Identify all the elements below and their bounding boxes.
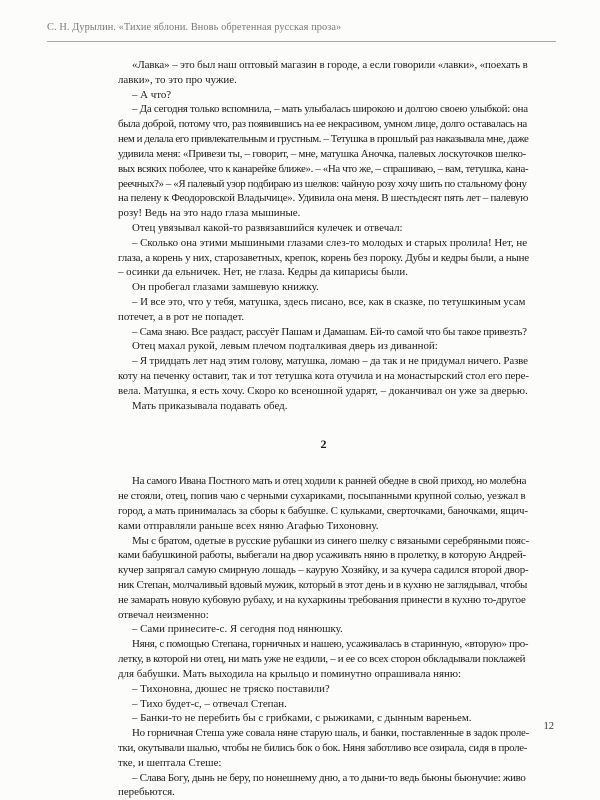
- text-line: ками отправляли раньше всех няню Агафью Тихоновну.: [118, 519, 379, 532]
- text-line: Няня, с помощью Степана, горничных и нашею, усаживалась в старинную, «вторую» про-: [132, 638, 529, 651]
- text-line: – Тихоновна, дюшес не тряско поставили?: [132, 682, 330, 695]
- text-line: отвечал неизменно:: [118, 608, 209, 621]
- text-line: Отец увязывал какой-то развязавшийся кулечек и отвечал:: [132, 221, 403, 234]
- text-line: – А что?: [132, 88, 172, 101]
- text-line: – И все это, что у тебя, матушка, здесь писано, все, как в сказке, по тетушкиным усам: [132, 296, 526, 308]
- header-rule: [47, 41, 556, 42]
- text-line: тки, окутывали шалью, чтобы не бились бок о бок. Няня заботливо все озирала, сидя в проле-: [118, 741, 528, 754]
- text-line: Но горничная Стеша уже совала няне старую шаль, и банки, поставленные в задок проле-: [132, 727, 529, 740]
- section-number: 2: [320, 436, 327, 451]
- text-line: коту на печенку оставит, так и тот тетушка кота отучила и на монастырский стол его пере-: [118, 370, 529, 383]
- text-line: глаза, а корень у них, старозаветных, крепок, корень без пороку. Дубы и кедры были, а ныне: [118, 251, 529, 264]
- text-line: не стояли, отец, попив чаю с черными сухариками, посыпанными крупной солью, уезжал в: [118, 490, 526, 503]
- text-line: – Сколько она этими мышиными глазами слез-то молодых и старых пролила! Нет, не: [132, 236, 528, 249]
- text-line: потечет, а в рот не попадет.: [118, 310, 245, 323]
- text-line: – Я тридцать лет над этим голову, матушка, ломаю – да так и не придумал ничего. Разве: [132, 355, 528, 368]
- running-head: С. Н. Дурылин. «Тихие яблони. Вновь обретенная русская проза»: [47, 22, 342, 33]
- text-line: лавки», то это про чужие.: [118, 73, 237, 86]
- text-line: город, а мать принималась за сборы к бабушке. С кульками, сверточками, баночками, ящич-: [118, 504, 528, 517]
- text-line: Мать приказывала подавать обед.: [132, 399, 288, 412]
- text-line: – Банки-то не перебить бы с грибками, с рыжиками, с дынным вареньем.: [132, 712, 472, 725]
- text-line: – Сама знаю. Все раздаст, рассуёт Пашам и Дамашам. Ей-то самой что бы такое привезть?: [132, 325, 527, 338]
- text-line: на пелену к Феодоровской Владычице». Удивила она меня. В шестьдесят пять лет – палевую: [118, 192, 529, 205]
- text-line: вых всяких поболее, что к канарейке ближе». – «На что же, – спрашиваю, – вам, тетушка, кана-: [118, 162, 529, 175]
- page-number: 12: [543, 721, 554, 732]
- text-line: вела. Матушка, я есть хочу. Скоро ко всеношной ударят, – доканчивал он уже за дверью.: [118, 384, 528, 397]
- text-line: ник Степан, молчаливый вдовый мужик, который в этот день и в кухню не заглядывал, чтобы: [118, 579, 527, 591]
- text-line: – Да сегодня только вспомнила, – мать улыбалась широкою и долгою своею улыбкой: она: [132, 103, 528, 116]
- text-line: удивила меня: «Привези ты, – говорит, – мне, матушка Аночка, палевых лоскуточков шелко-: [118, 147, 527, 160]
- text-line: Отец махал рукой, левым плечом подталкивая дверь из диванной:: [132, 340, 438, 353]
- text-line: На самого Ивана Постного мать и отец ходили к ранней обедне в свой приход, но молебна: [132, 475, 527, 488]
- text-line: – Сами принесите-с. Я сегодня под нянюшку.: [132, 623, 343, 636]
- text-line: была доброй, потому что, раз появившись на ее некрасивом, умном лице, долго оставалась на: [118, 118, 527, 131]
- text-line: – Слава Богу, дынь не беру, по нонешнему дню, а то дыни-то ведь бьюны бьюнучие: живо: [132, 771, 526, 784]
- text-line: реечных?» – «Я палевый узор подбираю из шелков: чайную розу хочу шить по стальному фону: [118, 177, 527, 190]
- text-line: тке, и шептала Стеше:: [118, 756, 222, 769]
- text-line: нем и делала его привлекательным и грустным. – Тетушка в прошлый раз наказывала мне, даже: [118, 133, 529, 146]
- paragraph: [118, 58, 529, 414]
- paragraph: [118, 474, 529, 800]
- text-line: – Тихо будет-с, – отвечал Степан.: [132, 697, 287, 710]
- text-line: розу! Ведь на это надо глаза мышиные.: [118, 207, 301, 220]
- text-line: перебьются.: [118, 786, 175, 799]
- text-line: «Лавка» – это был наш оптовый магазин в городе, а если говорили «лавки», «поехать в: [132, 59, 528, 71]
- text-line: для бабушки. Мать выходила на крыльцо и поминутно опрашивала няню:: [118, 667, 461, 680]
- text-line: Он пробегал глазами замшевую книжку.: [132, 281, 319, 294]
- main-text: [118, 58, 529, 800]
- text-line: летку, в которой ни отец, ни мать уже не ездили, – и ее со всех сторон обкладывали поклажей: [118, 653, 526, 666]
- text-line: ками бабушкиной работы, выбегали на двор усаживать няню в пролетку, в которую Андрей-: [118, 549, 526, 562]
- text-line: – осинки да ельничек. Нет, не глаза. Кедры да кипарисы были.: [118, 266, 408, 279]
- text-line: Мы с братом, одетые в русские рубашки из синего шелку с вязаными серебряными пояс-: [132, 534, 529, 547]
- text-line: кучер запрягал самую смирную лошадь – каурую Хозяйку, и за кучера садился второй двор-: [118, 564, 529, 577]
- text-line: не замарать новую кубовую рубаху, и на кухаркины требования принести в кухню то-другое: [118, 593, 526, 606]
